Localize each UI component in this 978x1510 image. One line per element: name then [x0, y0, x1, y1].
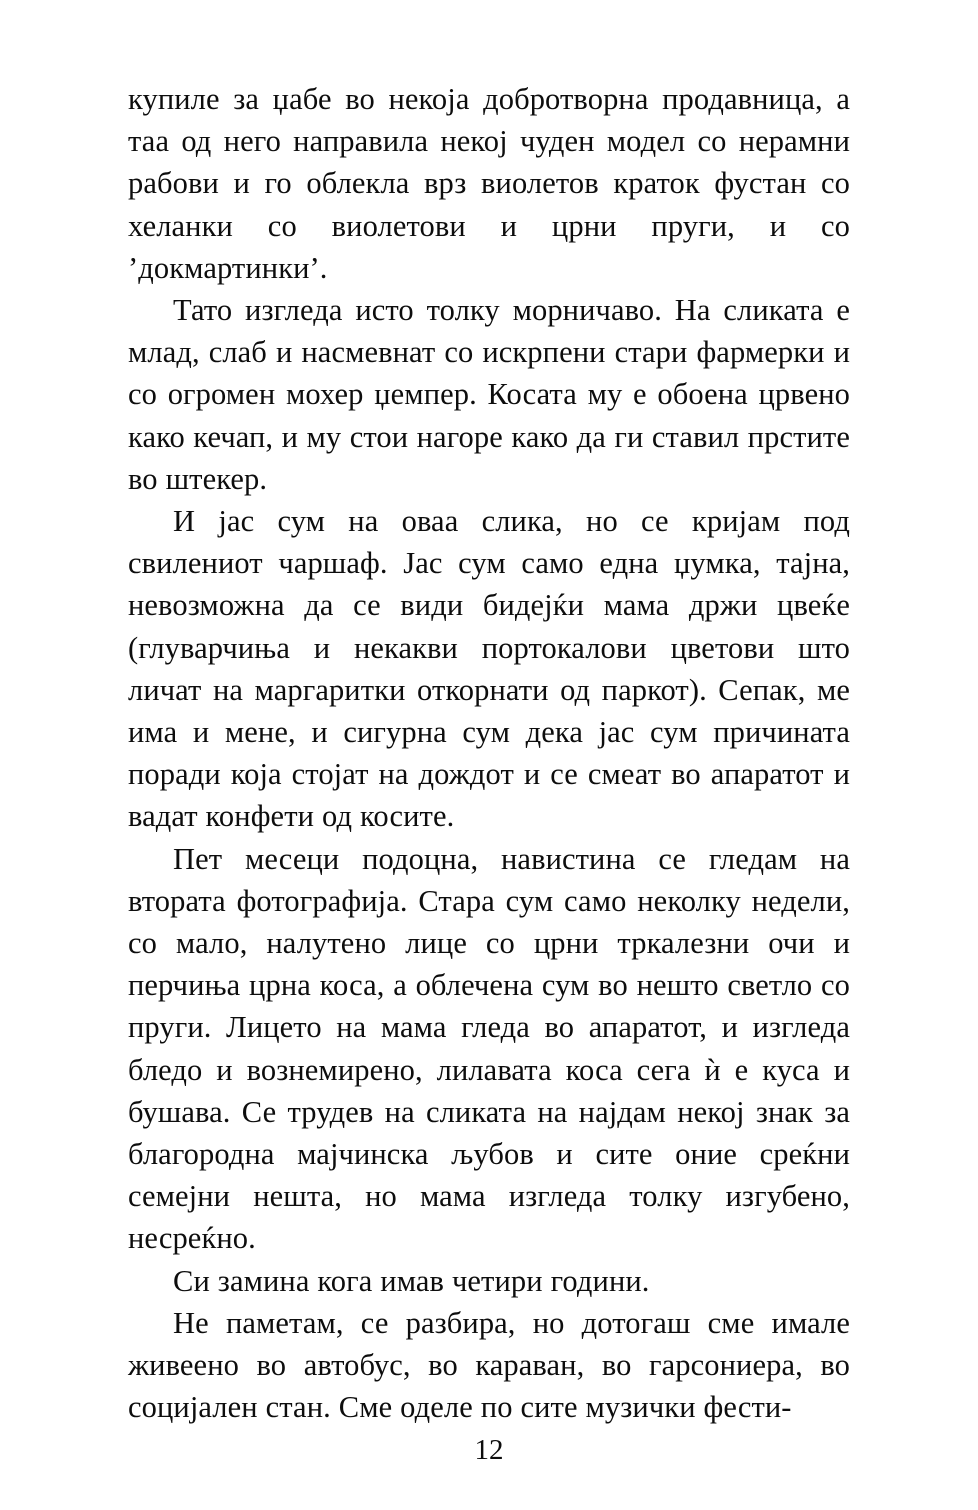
paragraph-3: И јас сум на оваа слика, но се кријам под свилениот чаршаф. Јас сум само една џумка, тајна, невозможна да се види бидејќи мама држи цвеќе (глуварчиња и некакви портокалови цветови што личат на маргаритки откорнати од паркот). Сепак, ме има и мене, и сигурна сум дека јас сум причината поради која стојат на дождот и се смеат во апаратот и вадат конфети од косите.: [128, 504, 850, 834]
paragraph-6: Не паметам, се разбира, но дотогаш сме имале живеено во автобус, во караван, во гарсониера, во социјален стан. Сме оделе по сите музички фести-: [128, 1305, 850, 1425]
paragraph-4: Пет месеци подоцна, навистина се гледам на втората фотографија. Стара сум само неколку недели, со мало, налутено лице со црни тркалезни очи и перчиња црна коса, а облечена сум во нешто светло со пруги. Лицето на мама гледа во апаратот, и изгледа бледо и вознемирено, лилавата коса сега ѝ е куса и бушава. Се трудев на сликата на најдам некој знак за благородна мајчинска љубов и сите оние среќни семејни нешта, но мама изгледа толку изгубено, несреќно.: [128, 841, 850, 1256]
page-number: 12: [474, 1434, 504, 1466]
page-text-block: [128, 78, 850, 1429]
paragraph-5: Си замина кога имав четири години.: [173, 1263, 650, 1298]
paragraph-1: купиле за џабе во некоја добротворна продавница, а таа од него направила некој чуден модел со нерамни рабови и го облекла врз виолетов краток фустан со хеланки со виолетови и црни пруги, и со ’докмартинки’.: [128, 82, 850, 285]
paragraph-2: Тато изгледа исто толку морничаво. На сликата е млад, слаб и насмевнат со искрпени стари фармерки и со огромен мохер џемпер. Косата му е обоена црвено како кечап, и му стои нагоре како да ги ставил прстите во штекер.: [128, 293, 850, 496]
